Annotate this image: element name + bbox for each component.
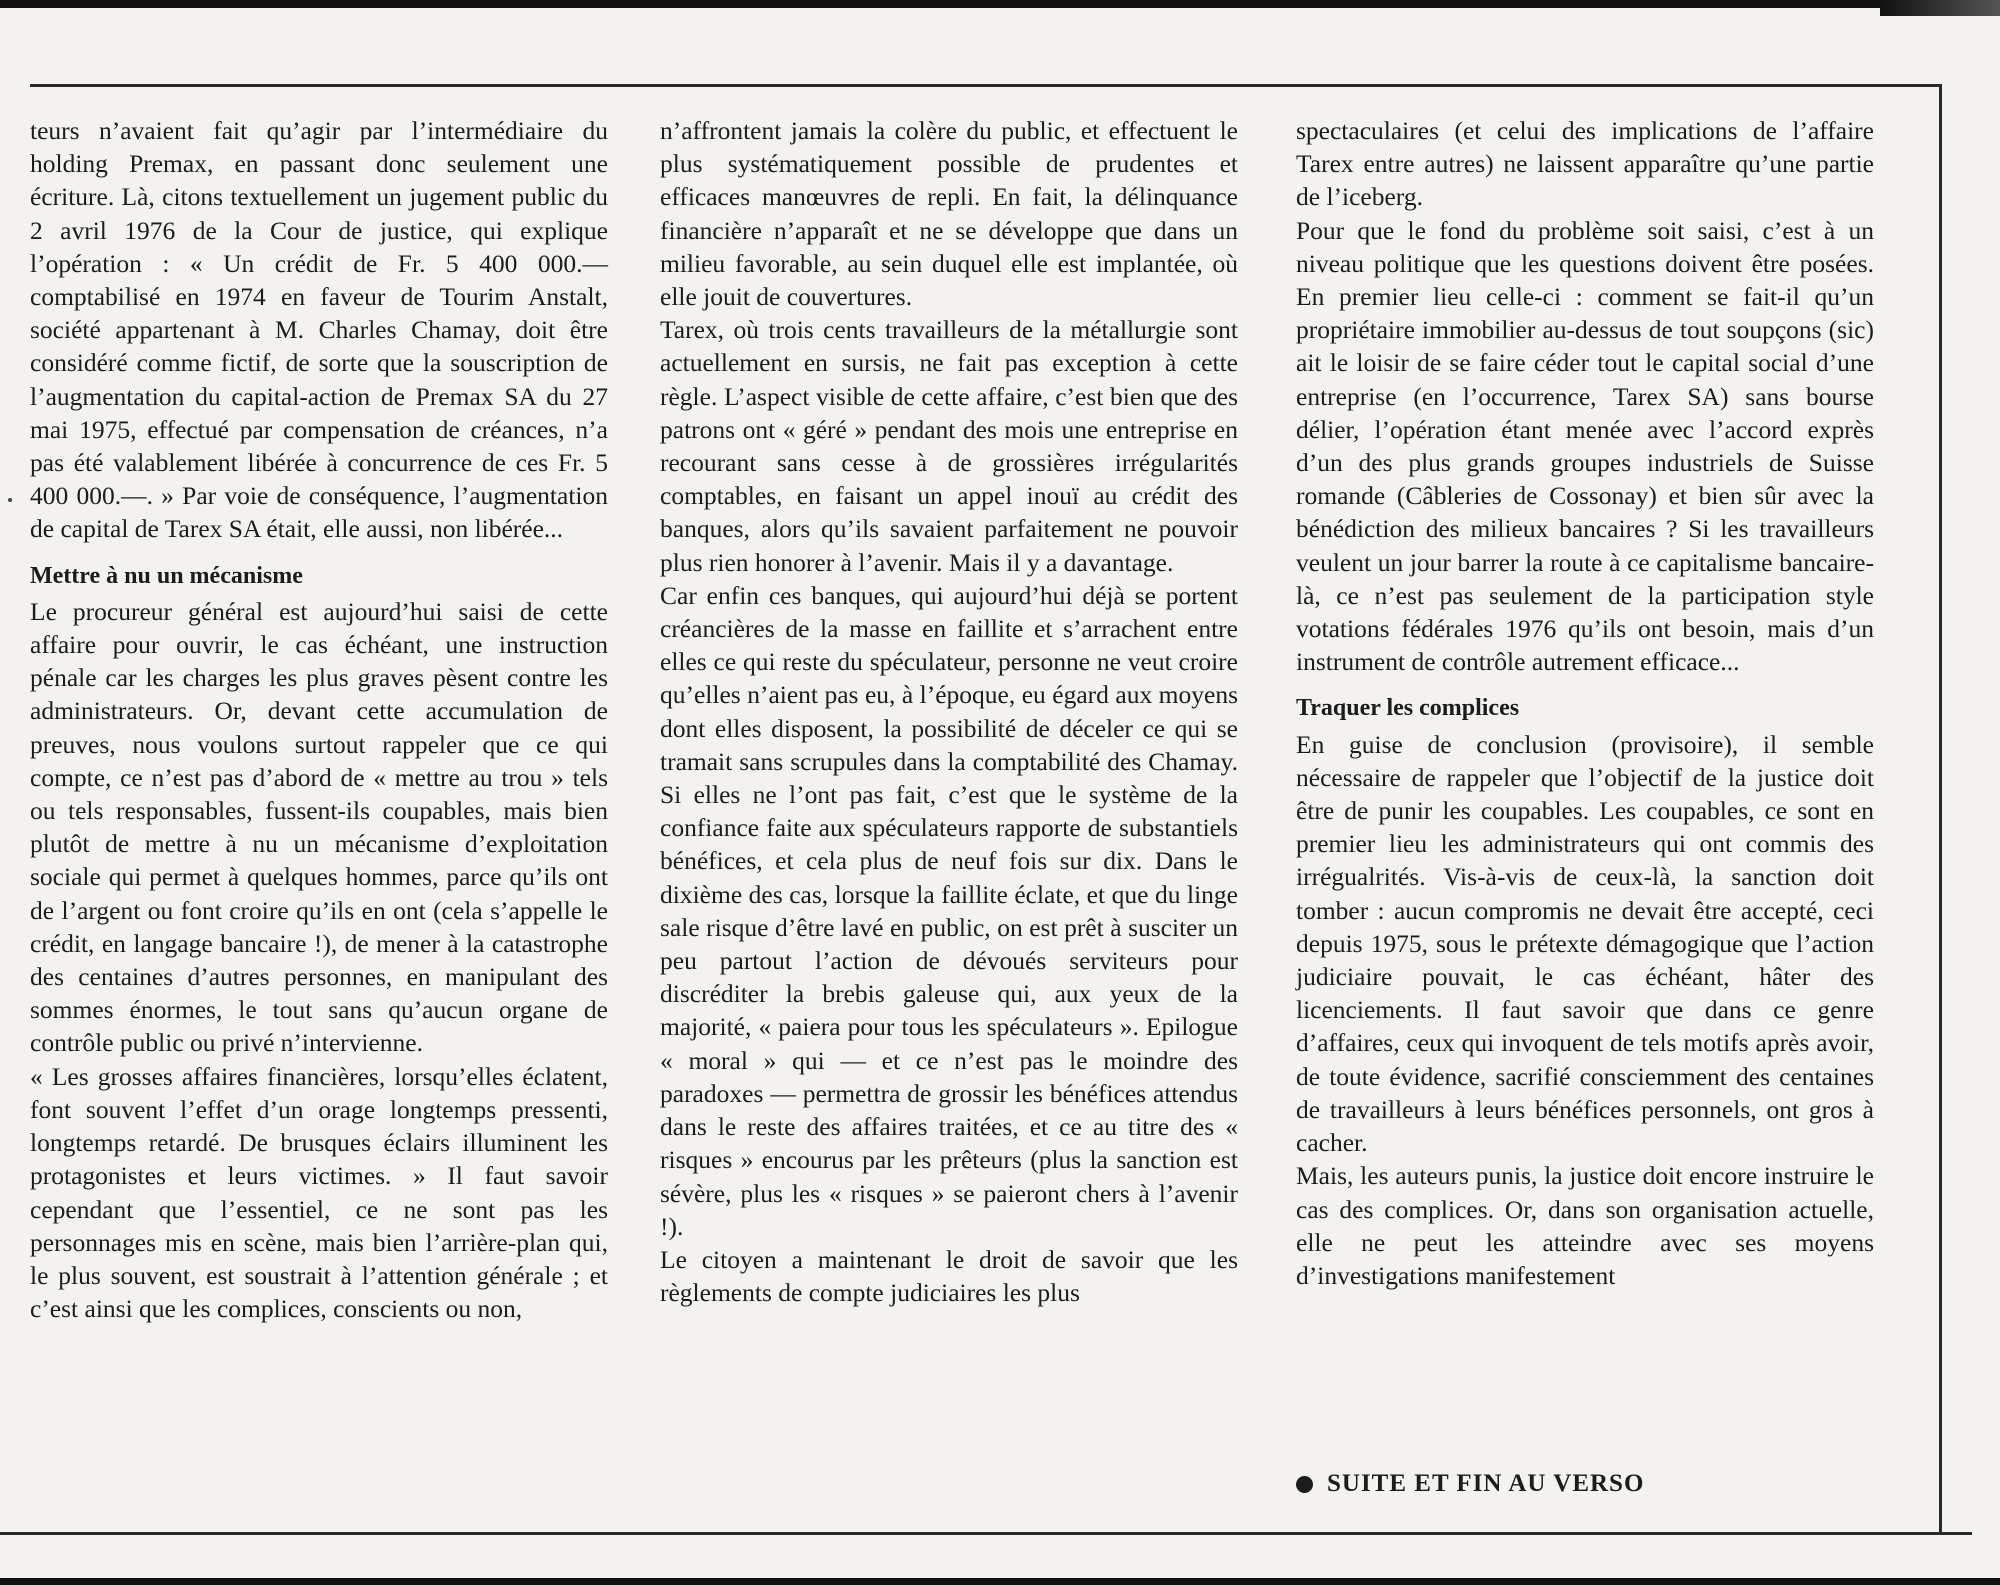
col2-paragraph-3: Car enfin ces banques, qui aujourd’hui déjà se portent créancières de la masse en faillite et s’arrachent entre elles ce qui reste du spéculateur, personne ne veut croire qu’elles n’aient pas eu, à l’époque, eu égard aux moyens dont elles disposent, la possibilité de déceler ce qui se tramait sans scrupules dans la comptabilité des Chamay. Si elles ne l’ont pas fait, c’est que le système de la confiance faite aux spéculateurs rapporte de substantiels bénéfices, et cela plus de neuf fois sur dix. Dans le dixième des cas, lorsque la faillite éclate, et que du linge sale risque d’être lavé en public, on est prêt à susciter un peu partout l’action de dévoués serviteurs pour discréditer la brebis galeuse qui, aux yeux de la majorité, « paiera pour tous les spéculateurs ». Epilogue « moral » qui — et ce n’est pas le moindre des paradoxes — permettra de grossir les bénéfices attendus dans le reste des affaires traitées, et ce au titre des « risques » encourus par les prêteurs (plus la sanction est sévère, plus les « risques » se paieront chers à l’avenir !). <box>660 580 1238 1241</box>
col1-paragraph-2: Le procureur général est aujourd’hui saisi de cette affaire pour ouvrir, le cas échéant, une instruction pénale car les charges les plus graves pèsent contre les administrateurs. Or, devant cette accumulation de preuves, nous voulons surtout rappeler que ce qui compte, ce n’est pas d’abord de « mettre au trou » tels ou tels responsables, fussent-ils coupables, mais bien plutôt de mettre à nu un mécanisme d’exploitation sociale qui permet à quelques hommes, parce qu’ils ont de l’argent ou font croire qu’ils en ont (cela s’appelle le crédit, en langage bancaire !), de mener à la catastrophe des centaines d’autres personnes, en manipulant des sommes énormes, le tout sans qu’aucun organe de contrôle public ou privé n’intervienne. <box>30 596 608 1058</box>
col3-paragraph-4: Mais, les auteurs punis, la justice doit encore instruire le cas des complices. Or, dans son organisation actuelle, elle ne peut les atteindre avec ses moyens d’investigations manifestement <box>1296 1161 1874 1290</box>
col1-paragraph-3: « Les grosses affaires financières, lorsqu’elles éclatent, font souvent l’effet d’un orage longtemps pressenti, longtemps retardé. De brusques éclairs illuminent les protagonistes et leurs victimes. » Il faut savoir cependant que l’essentiel, ce ne sont pas les personnages mis en scène, mais bien l’arrière-plan qui, le plus souvent, est soustrait à l’attention générale ; et c’est ainsi que les complices, conscients ou non, <box>30 1061 608 1324</box>
column-2 <box>660 114 1238 1309</box>
section-heading-complices: Traquer les complices <box>1296 695 1520 722</box>
scan-bottom-edge <box>0 1578 2000 1585</box>
column-1 <box>30 114 608 1325</box>
continuation-text: SUITE ET FIN AU VERSO <box>1327 1470 1645 1497</box>
scan-top-edge <box>0 0 2000 8</box>
col3-paragraph-1: spectaculaires (et celui des implications de l’affaire Tarex entre autres) ne laissent apparaître qu’une partie de l’iceberg. <box>1296 116 1874 212</box>
col3-paragraph-3: En guise de conclusion (provisoire), il semble nécessaire de rappeler que l’objectif de la justice doit être de punir les coupables. Les coupables, ce sont en premier lieu les administrateurs qui ont commis des irrégualrités. Vis-à-vis de ceux-là, la sanction doit tomber : aucun compromis ne devait être accepté, ceci depuis 1975, sous le prétexte démagogique que l’action judiciaire pouvait, le cas échéant, hâter des licenciements. Il faut savoir que dans ce genre d’affaires, ceux qui invoquent de tels motifs après avoir, de toute évidence, sacrifié consciemment des centaines de travailleurs à leurs bénéfices personnels, ont gros à cacher. <box>1296 729 1874 1158</box>
col2-paragraph-1: n’affrontent jamais la colère du public, et effectuent le plus systématiquement possible de prudentes et efficaces manœuvres de repli. En fait, la délinquance financière n’apparaît et ne se développe que dans un milieu favorable, au sein duquel elle est implantée, où elle jouit de couvertures. <box>660 116 1238 312</box>
bottom-rule <box>0 1532 1972 1535</box>
bullet-icon <box>1296 1476 1313 1493</box>
continuation-notice <box>1296 1470 1644 1498</box>
col3-paragraph-2: Pour que le fond du problème soit saisi, c’est à un niveau politique que les questions doivent être posées. En premier lieu celle-ci : comment se fait-il qu’un propriétaire immobilier au-dessus de tout soupçons (sic) ait le loisir de se faire céder tout le capital social d’une entreprise (en l’occurrence, Tarex SA) sans bourse délier, l’opération étant menée avec l’accord exprès d’un des plus grands groupes industriels de Suisse romande (Câbleries de Cossonay) et bien sûr avec la bénédiction des milieux bancaires ? Si les travailleurs veulent un jour barrer la route à ce capitalisme bancaire-là, ce n’est pas seulement de la participation style votations fédérales 1976 qu’ils ont besoin, mais d’un instrument de contrôle autrement efficace... <box>1296 215 1874 677</box>
col2-paragraph-4: Le citoyen a maintenant le droit de savoir que les règlements de compte judiciaires les plus <box>660 1244 1238 1308</box>
column-3 <box>1296 114 1874 1292</box>
col2-paragraph-2: Tarex, où trois cents travailleurs de la métallurgie sont actuellement en sursis, ne fait pas exception à cette règle. L’aspect visible de cette affaire, c’est bien que des patrons ont « géré » pendant des mois une entreprise en recourant sans cesse à de grossières irrégularités comptables, en faisant un appel inouï au crédit des banques, alors qu’ils savaient parfaitement ne pouvoir plus rien honorer à l’avenir. Mais il y a davantage. <box>660 315 1238 577</box>
margin-speck <box>8 498 12 502</box>
section-heading-mecanisme: Mettre à nu un mécanisme <box>30 562 303 589</box>
col1-paragraph-1: teurs n’avaient fait qu’agir par l’intermédiaire du holding Premax, en passant donc seulement une écriture. Là, citons textuellement un jugement public du 2 avril 1976 de la Cour de justice, qui explique l’opération : « Un crédit de Fr. 5 400 000.— comptabilisé en 1974 en faveur de Tourim Anstalt, société appartenant à M. Charles Chamay, doit être considéré comme fictif, de sorte que la souscription de l’augmentation du capital-action de Premax SA du 27 mai 1975, effectué par compensation de créances, n’a pas été valablement libérée à concurrence de ces Fr. 5 400 000.—. » Par voie de conséquence, l’augmentation de capital de Tarex SA était, elle aussi, non libérée... <box>30 116 608 544</box>
